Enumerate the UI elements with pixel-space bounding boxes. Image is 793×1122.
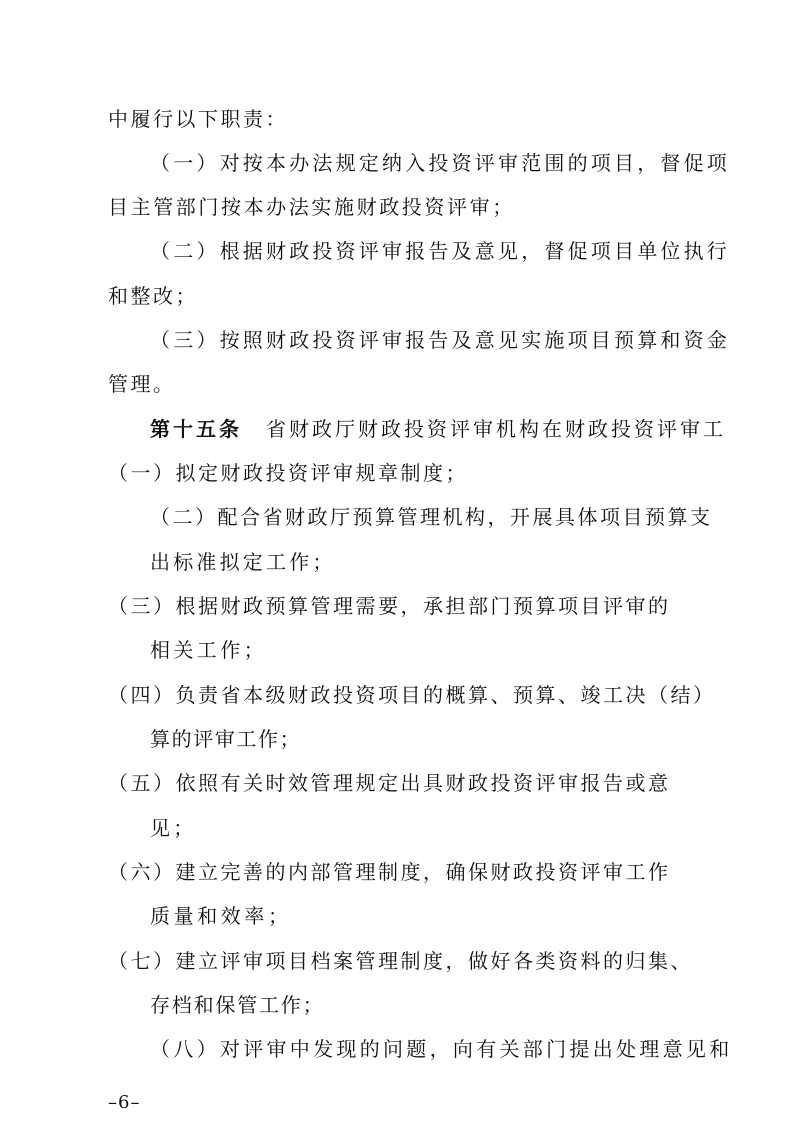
- text-line: （七）建立评审项目档案管理制度，做好各类资料的归集、: [108, 949, 693, 973]
- text-line: （三）根据财政预算管理需要，承担部门预算项目评审的: [108, 594, 671, 618]
- text-line: 质量和效率；: [150, 904, 292, 928]
- text-line: （一）对按本办法规定纳入投资评审范围的项目，督促项: [150, 151, 730, 175]
- text-line: （四）负责省本级财政投资项目的概算、预算、竣工决（结）: [108, 683, 716, 707]
- text-line: （二）根据财政投资评审报告及意见，督促项目单位执行: [150, 239, 730, 263]
- text-line: （一）拟定财政投资评审规章制度；: [108, 461, 468, 485]
- text-line: 见；: [150, 816, 197, 840]
- text-line: （五）依照有关时效管理规定出具财政投资评审报告或意: [108, 771, 671, 795]
- text-line: 相关工作；: [150, 638, 267, 662]
- page-number: –6–: [108, 1092, 141, 1113]
- text-line: 目主管部门按本办法实施财政投资评审；: [108, 195, 515, 219]
- text-line: 管理。: [108, 372, 176, 396]
- text-line: 存档和保管工作；: [150, 993, 325, 1017]
- text-line: 和整改；: [108, 284, 198, 308]
- article-line: [150, 416, 726, 442]
- text-line: （三）按照财政投资评审报告及意见实施项目预算和资金: [150, 328, 730, 352]
- text-line: 中履行以下职责：: [108, 107, 288, 131]
- text-line: 算的评审工作；: [150, 727, 302, 751]
- text-line: （八）对评审中发现的问题，向有关部门提出处理意见和: [150, 1037, 733, 1061]
- text-line: （二）配合省财政厅预算管理机构，开展具体项目预算支: [150, 505, 713, 529]
- article-heading: 第十五条: [150, 417, 242, 441]
- article-text: 省财政厅财政投资评审机构在财政投资评审工: [266, 417, 726, 441]
- text-line: 出标准拟定工作；: [150, 550, 336, 574]
- text-line: （六）建立完善的内部管理制度，确保财政投资评审工作: [108, 860, 671, 884]
